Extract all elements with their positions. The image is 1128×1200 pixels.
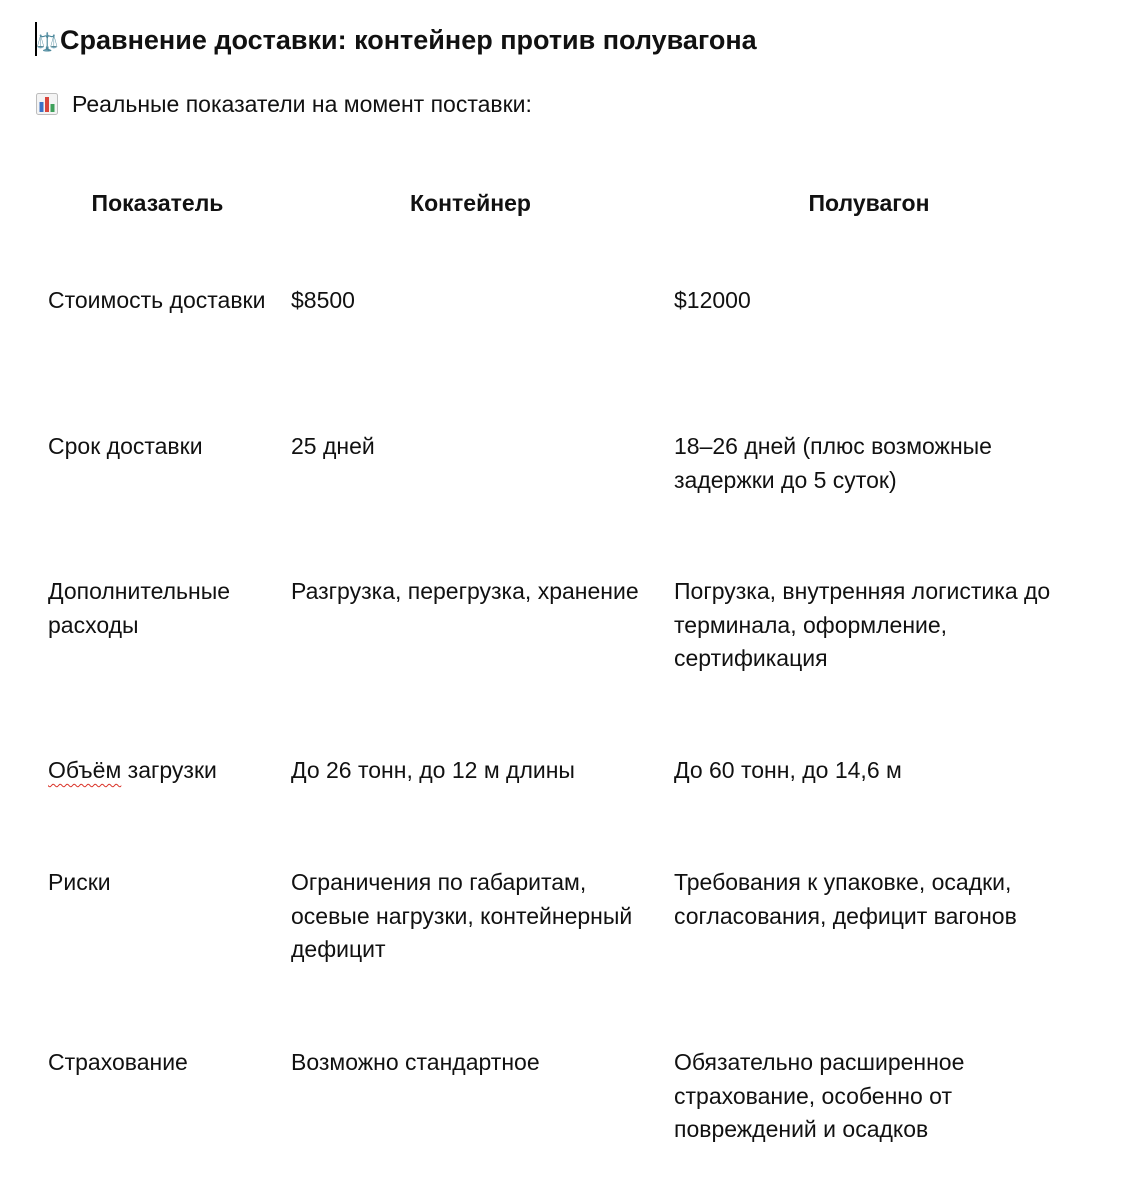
table-row (36, 284, 1076, 430)
spellcheck-word[interactable]: Объём (48, 757, 122, 783)
row-label: Срок доставки (48, 433, 203, 459)
container-cell: 25 дней (291, 433, 375, 459)
gondola-cell: Обязательно расширенное страхование, особенно от повреждений и осадков (674, 1049, 965, 1142)
container-cell: Возможно стандартное (291, 1049, 540, 1075)
container-cell: Ограничения по габаритам, осевые нагрузки, контейнерный дефицит (291, 869, 633, 962)
container-cell: $8500 (291, 287, 355, 313)
gondola-cell: Погрузка, внутренняя логистика до терминала, оформление, сертификация (674, 578, 1051, 671)
table-row (36, 1046, 1076, 1166)
subtitle-text: Реальные показатели на момент поставки: (72, 91, 532, 117)
container-cell: До 26 тонн, до 12 м длины (291, 757, 575, 783)
scales-icon: ⚖️ (36, 32, 59, 52)
table-header-row (36, 170, 1076, 284)
page-title (36, 22, 757, 60)
subtitle (36, 88, 532, 120)
row-label (36, 754, 279, 866)
comparison-table (36, 170, 1076, 1166)
header-container: Контейнер (410, 190, 531, 216)
row-label: Стоимость доставки (48, 287, 266, 313)
table-row (36, 430, 1076, 575)
gondola-cell: До 60 тонн, до 14,6 м (674, 757, 902, 783)
row-label: Страхование (48, 1049, 188, 1075)
gondola-cell: 18–26 дней (плюс возможные задержки до 5 суток) (674, 433, 992, 493)
container-cell: Разгрузка, перегрузка, хранение (291, 578, 639, 604)
row-label: Дополнительные расходы (48, 578, 231, 638)
header-gondola: Полувагон (808, 190, 930, 216)
table-row (36, 754, 1076, 866)
gondola-cell: $12000 (674, 287, 751, 313)
bar-chart-icon (36, 93, 58, 115)
table-row (36, 575, 1076, 754)
gondola-cell: Требования к упаковке, осадки, согласования, дефицит вагонов (674, 869, 1017, 929)
row-label: Риски (48, 869, 111, 895)
page-title-text: Сравнение доставки: контейнер против полувагона (60, 25, 757, 55)
row-label-rest: загрузки (121, 757, 217, 783)
table-row (36, 866, 1076, 1046)
header-indicator: Показатель (91, 190, 224, 216)
